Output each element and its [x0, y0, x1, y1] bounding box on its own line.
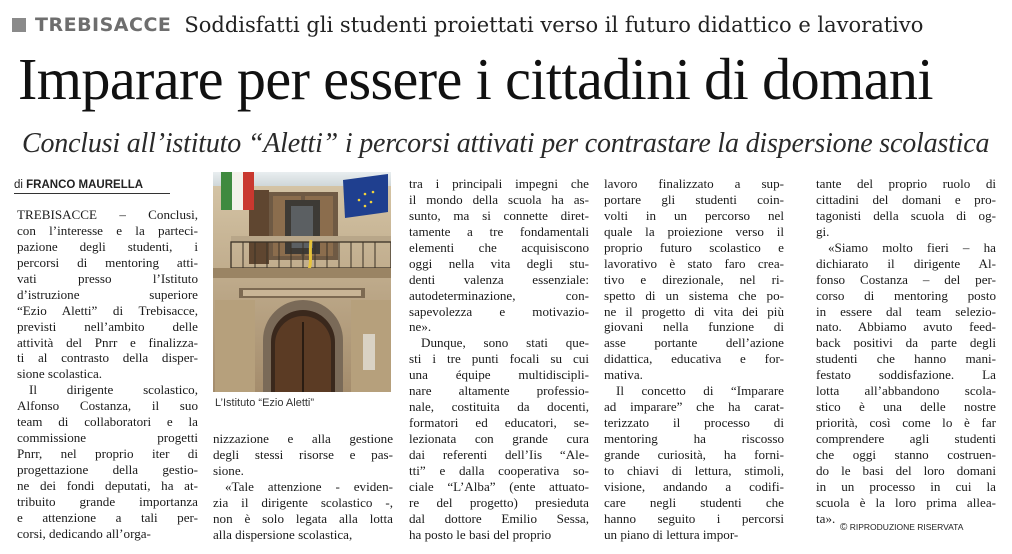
article-text-line: non è solo legata alla lotta — [213, 510, 393, 526]
byline — [14, 178, 170, 194]
article-text-line: stico è una delle nostre — [816, 399, 996, 415]
article-text-line: Il concetto di “Imparare — [616, 383, 784, 399]
article-text-line: alla dispersione scolastica, — [213, 526, 353, 542]
article-text-line: tante del proprio ruolo di — [816, 176, 996, 191]
copyright-notice — [840, 522, 1000, 533]
article-column-3 — [409, 176, 589, 543]
article-text-line: dichiarato il dirigente Al- — [816, 255, 996, 271]
photo-caption: L’Istituto “Ezio Aletti” — [215, 397, 315, 409]
article-text-line: «Siamo molto fieri – ha — [828, 239, 996, 255]
article-text-line: sione. — [213, 462, 244, 478]
article-column-4 — [604, 176, 784, 543]
article-text-line: elementi che acquisiscono — [409, 239, 589, 255]
article-text-line: ne il progetto di vita dei più — [604, 303, 784, 319]
article-text-line: sione scolastica. — [17, 366, 103, 382]
article-text-line: cittadini del domani e pro- — [816, 191, 996, 207]
article-text-line: back positivi da parte degli — [816, 335, 996, 351]
article-text-line: mativa. — [604, 367, 643, 383]
article-text-line: spetto di un sistema che po- — [604, 287, 784, 303]
article-text-line: proprio futuro scolastico e — [604, 239, 784, 255]
article-text-line: tra i principali impegni che — [409, 176, 589, 191]
article-text-line: quale la proiezione verso il — [604, 223, 784, 239]
article-text-line: degli stessi risorse e pas- — [213, 446, 393, 462]
article-text-line: lavoro finalizzato a sup- — [604, 176, 784, 191]
article-text-line: lavorativo è stato faro crea- — [604, 255, 784, 271]
article-text-line: autodeterminazione, con- — [409, 287, 589, 303]
article-text-line: formatori ed educatori, se- — [409, 415, 589, 431]
article-text-line: Dunque, sono stati que- — [421, 335, 589, 351]
article-text-line: corsi, dedicando all’orga- — [17, 525, 151, 541]
article-text-line: pazione degli studenti, i — [17, 238, 198, 254]
article-text-line: tivo e direzionale, nel ri- — [604, 271, 784, 287]
article-text-line: denti valenza essenziale: — [409, 271, 589, 287]
article-text-line: ciale “L’Alba” (ente attuato- — [409, 478, 589, 494]
article-text-line: Pnrr, nel proprio iter di — [17, 446, 198, 462]
article-text-line: grande curiosità, ha forni- — [604, 446, 784, 462]
article-text-line: corso di mentoring posto — [816, 287, 996, 303]
article-text-line: ne». — [409, 319, 432, 335]
article-text-line: didattica, educativa e for- — [604, 351, 784, 367]
article-text-line: Il dirigente scolastico, — [29, 382, 198, 398]
copyright-icon: © — [840, 522, 848, 533]
article-text-line: to chiavi di lettura, stimoli, — [604, 462, 784, 478]
article-text-line: nizzazione e alla gestione — [213, 431, 393, 446]
article-text-line: ti al contrasto della disper- — [17, 350, 198, 366]
article-text-line: il mondo della scuola ha as- — [409, 191, 589, 207]
article-text-line: mentoring ha riscosso — [604, 431, 784, 446]
article-text-line: commissione progetti — [17, 430, 198, 446]
article-text-line: ta». — [816, 510, 836, 526]
article-text-line: con l’interesse e la parteci- — [17, 222, 198, 238]
article-text-line: zia il dirigente scolastico -, — [213, 494, 393, 510]
article-text-line: TREBISACCE – Conclusi, — [17, 207, 198, 222]
article-text-line: e attenzione a tali per- — [17, 509, 198, 525]
article-text-line: nale, costituita da docenti, — [409, 399, 589, 415]
article-text-line: tamente a tre fondamentali — [409, 223, 589, 239]
article-text-line: sapevolezza e motivazio- — [409, 303, 589, 319]
article-kicker — [10, 8, 1005, 42]
article-text-line: in essere dal team selezio- — [816, 303, 996, 319]
article-column-5 — [816, 176, 996, 527]
article-text-line: un piano di lettura impor- — [604, 526, 739, 542]
article-column-1 — [17, 207, 198, 542]
article-text-line: gi. — [816, 223, 830, 239]
article-text-line: d’istruzione superiore — [17, 286, 198, 302]
headline: Imparare per essere i cittadini di domani — [18, 46, 933, 112]
article-text-line: vati presso l’Istituto — [17, 270, 198, 286]
byline-prefix: di — [14, 179, 23, 191]
article-text-line: tagonisti della scuola di og- — [816, 207, 996, 223]
article-text-line: oggi nella vita degli stu- — [409, 255, 589, 271]
article-text-line: percorsi di mentoring atti- — [17, 254, 198, 270]
article-text-line: visione, andando a codifi- — [604, 478, 784, 494]
article-text-line: scuola è la loro prima allea- — [816, 494, 996, 510]
article-text-line: terizzato il processo di — [604, 415, 784, 431]
article-text-line: team di collaboratori e la — [17, 414, 198, 430]
article-text-line: hanno seguito i percorsi — [604, 510, 784, 526]
article-text-line: previsti nell’ambito delle — [17, 318, 198, 334]
article-text-line: tribuito grande importanza — [17, 493, 198, 509]
section-square-icon — [12, 18, 26, 32]
article-text-line: priorità, così come lo è far — [816, 415, 996, 431]
subheadline: Conclusi all’istituto “Aletti” i percorsi attivati per contrastare la dispersione scolastica — [22, 128, 990, 159]
article-text-line: lotta all’abbandono scola- — [816, 383, 996, 399]
copyright-text: RIPRODUZIONE RISERVATA — [849, 522, 964, 532]
article-text-line: nato. Abbiamo avuto feed- — [816, 319, 996, 335]
article-text-line: studenti che hanno mani- — [816, 351, 996, 367]
article-text-line: «Tale attenzione - eviden- — [225, 478, 393, 494]
article-column-2 — [213, 431, 393, 543]
article-text-line: sti i tre punti focali su cui — [409, 351, 589, 367]
article-text-line: giovani nella funzione di — [604, 319, 784, 335]
article-text-line: lezionata con grande cura — [409, 431, 589, 446]
article-text-line: nare altamente professio- — [409, 383, 589, 399]
article-text-line: ne dei fondi deputati, ha at- — [17, 477, 198, 493]
article-text-line: una équipe multidiscipli- — [409, 367, 589, 383]
article-text-line: in un processo in cui la — [816, 478, 996, 494]
article-text-line: tti” e dalla cooperativa so- — [409, 462, 589, 478]
article-text-line: che oggi stanno costruen- — [816, 446, 996, 462]
article-text-line: sunto, ma si connette diret- — [409, 207, 589, 223]
school-building-image — [213, 172, 391, 392]
article-text-line: ad imparare” che ha carat- — [604, 399, 784, 415]
school-photo — [213, 172, 391, 392]
kicker-text: Soddisfatti gli studenti proiettati verso il futuro didattico e lavorativo — [184, 13, 924, 37]
article-text-line: Alfonso Costanza, il suo — [17, 398, 198, 414]
article-text-line: re del progetto) presieduta — [409, 494, 589, 510]
article-text-line: progettazione della gestio- — [17, 462, 198, 477]
article-text-line: “Ezio Aletti” di Trebisacce, — [17, 302, 198, 318]
eu-flag-icon — [343, 174, 388, 218]
article-text-line: volti in un percorso nel — [604, 207, 784, 223]
article-text-line: fonso Costanza – del per- — [816, 271, 996, 287]
article-text-line: care negli studenti che — [604, 494, 784, 510]
article-text-line: portare gli studenti coin- — [604, 191, 784, 207]
article-text-line: asse portante dell’azione — [604, 335, 784, 351]
article-text-line: do le basi del loro domani — [816, 462, 996, 478]
italy-flag-icon — [221, 172, 254, 210]
kicker-place: TREBISACCE — [35, 14, 172, 36]
article-text-line: attività del Pnrr e finalizza- — [17, 334, 198, 350]
article-text-line: dal dottore Emilio Sessa, — [409, 510, 589, 526]
article-text-line: comprendere agli studenti — [816, 431, 996, 446]
article-text-line: festato soddisfazione. La — [816, 367, 996, 383]
article-text-line: dai referenti dell’Iis “Ale- — [409, 446, 589, 462]
byline-author: FRANCO MAURELLA — [26, 179, 144, 191]
article-text-line: ha posto le basi del proprio — [409, 526, 552, 542]
